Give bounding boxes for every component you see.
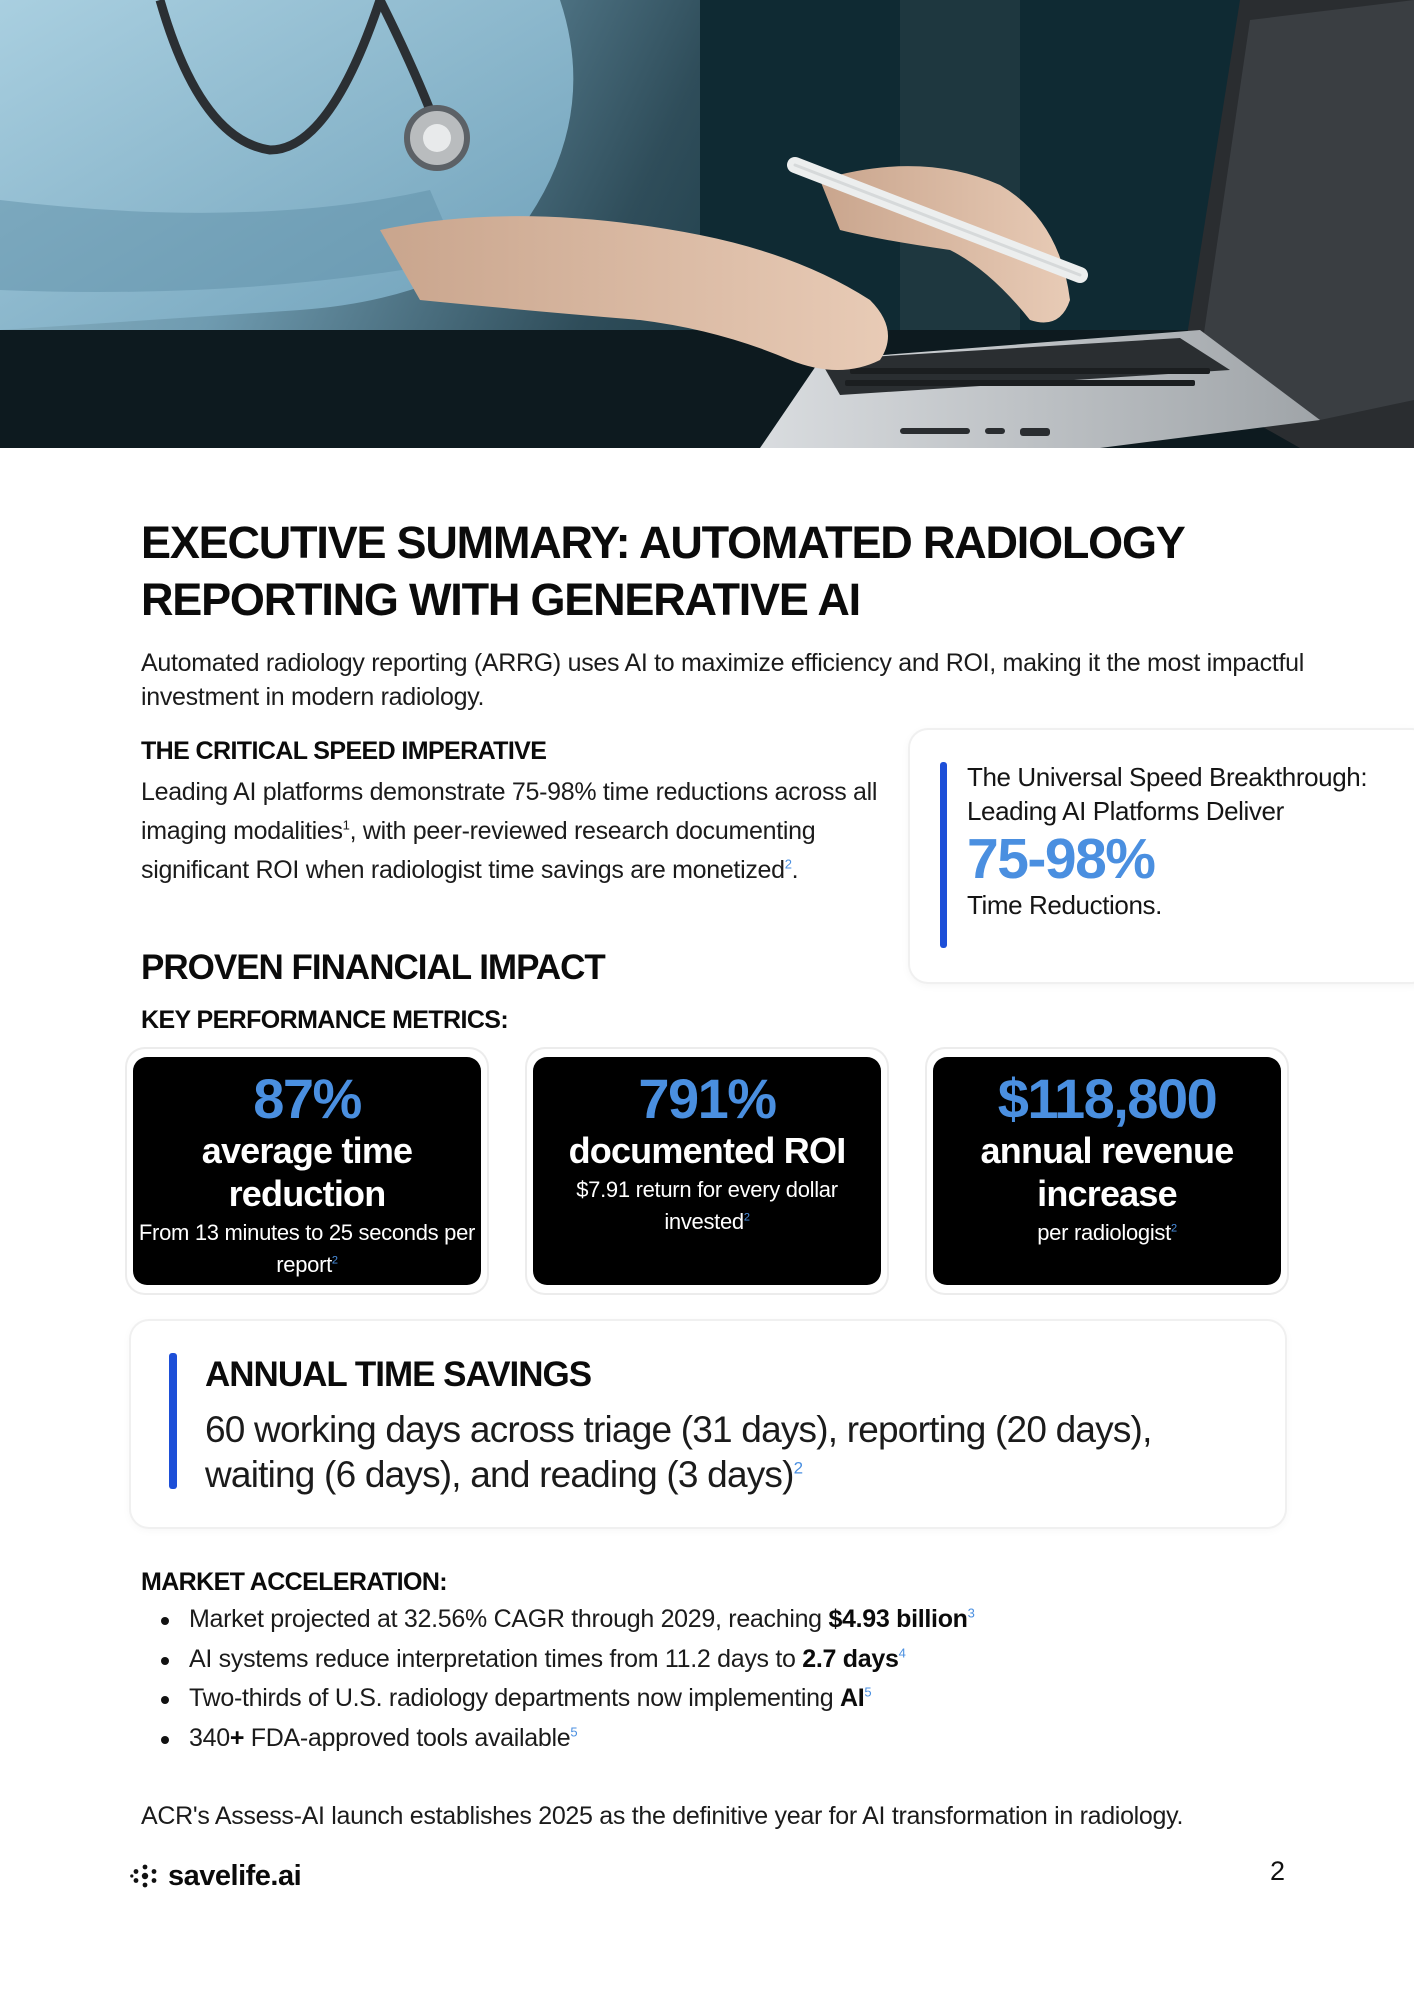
bullet-dot: [161, 1657, 169, 1665]
critical-body-part2: , with peer-reviewed research documenting significant ROI when radiologist time savings are monetized: [141, 817, 816, 884]
critical-body-end: .: [791, 856, 799, 884]
list-item: [141, 1719, 1321, 1759]
metric-detail: [533, 1174, 881, 1238]
market-acceleration-heading: MARKET ACCELERATION:: [141, 1568, 448, 1596]
metric-value: $118,800: [997, 1067, 1217, 1130]
callout-content: [967, 760, 1407, 922]
callout-text: The Universal Speed Breakthrough: Leading AI Platforms Deliver: [967, 762, 1368, 826]
bullet-bold: $4.93 billion: [828, 1605, 968, 1633]
metric-detail-text: From 13 minutes to 25 seconds per report: [138, 1220, 476, 1277]
metric-value: 791%: [638, 1067, 776, 1130]
intro-paragraph: Automated radiology reporting (ARRG) uses AI to maximize efficiency and ROI, making it the most impactful investment in modern radiology.: [141, 649, 1304, 711]
annual-time-savings-card: [131, 1321, 1285, 1527]
logo-icon: [130, 1863, 160, 1889]
list-item: [141, 1600, 1321, 1640]
metric-ref: 2: [1170, 1222, 1177, 1235]
metric-card-inner: [933, 1057, 1281, 1285]
metric-detail: [133, 1217, 481, 1281]
callout-suffix: Time Reductions.: [967, 890, 1162, 920]
bullet-dot: [161, 1696, 169, 1704]
metric-ref: 2: [331, 1254, 338, 1267]
metric-label: average time reduction: [201, 1130, 413, 1214]
metric-label: documented ROI: [568, 1130, 846, 1171]
financial-impact-heading: PROVEN FINANCIAL IMPACT: [141, 948, 605, 987]
savelife-logo: [130, 1858, 301, 1894]
bullet-ref: 3: [967, 1605, 975, 1621]
ref-2: 2: [784, 856, 792, 872]
list-item: [141, 1679, 1321, 1719]
savings-accent-bar: [169, 1353, 177, 1489]
savings-body-text: 60 working days across triage (31 days), reporting (20 days), waiting (6 days), and reading (3 days): [205, 1409, 1152, 1495]
bullet-text: Two-thirds of U.S. radiology departments now implementing: [189, 1684, 840, 1712]
savings-ref: 2: [793, 1458, 803, 1478]
bullet-bold: AI: [839, 1684, 865, 1712]
ref-1: 1: [342, 817, 350, 833]
bullet-dot: [161, 1617, 169, 1625]
bullet-text-2: FDA-approved tools available: [244, 1723, 571, 1752]
callout-value: 75-98%: [967, 827, 1155, 891]
bullet-bold: 2.7 days: [802, 1644, 899, 1673]
metric-label: annual revenue increase: [980, 1130, 1234, 1214]
page-title: EXECUTIVE SUMMARY: AUTOMATED RADIOLOGY REPORTING WITH GENERATIVE AI: [141, 517, 1184, 625]
key-metrics-heading: KEY PERFORMANCE METRICS:: [141, 1006, 509, 1034]
page-number: 2: [1270, 1856, 1286, 1886]
callout-accent-bar: [940, 762, 947, 948]
critical-speed-body: [141, 773, 901, 890]
bullet-text: Market projected at 32.56% CAGR through 2029, reaching: [189, 1605, 829, 1633]
bullet-ref: 5: [570, 1724, 578, 1740]
metric-card-roi: [527, 1049, 887, 1293]
bullet-ref: 4: [898, 1645, 906, 1661]
metric-card-time-reduction: [127, 1049, 487, 1293]
metric-value: 87%: [253, 1067, 361, 1130]
metric-detail-text: $7.91 return for every dollar invested: [576, 1177, 838, 1234]
list-item: [141, 1640, 1321, 1680]
hero-image: [0, 0, 1414, 448]
bullet-text: 340: [189, 1723, 230, 1752]
logo-text: savelife.ai: [168, 1859, 302, 1892]
metric-card-inner: [533, 1057, 881, 1285]
critical-body-part1: Leading AI platforms demonstrate 75-98% time reductions across all imaging modalities: [141, 778, 878, 845]
metric-detail-text: per radiologist: [1037, 1220, 1171, 1245]
metric-card-inner: [133, 1057, 481, 1285]
closing-statement: ACR's Assess-AI launch establishes 2025 as the definitive year for AI transformation in radiology.: [141, 1802, 1184, 1830]
market-bullet-list: [141, 1600, 1321, 1758]
metric-ref: 2: [743, 1211, 750, 1224]
savings-heading: ANNUAL TIME SAVINGS: [205, 1355, 592, 1394]
bullet-bold: +: [229, 1723, 245, 1752]
metric-card-revenue: [927, 1049, 1287, 1293]
critical-speed-heading: THE CRITICAL SPEED IMPERATIVE: [141, 737, 547, 765]
bullet-text: AI systems reduce interpretation times from 11.2 days to: [189, 1644, 803, 1673]
hero-illustration: [0, 0, 1414, 448]
savings-body: [205, 1407, 1265, 1497]
bullet-ref: 5: [864, 1684, 872, 1700]
bullet-dot: [161, 1736, 169, 1744]
metric-detail: [933, 1217, 1281, 1249]
speed-callout-card: [910, 730, 1414, 982]
